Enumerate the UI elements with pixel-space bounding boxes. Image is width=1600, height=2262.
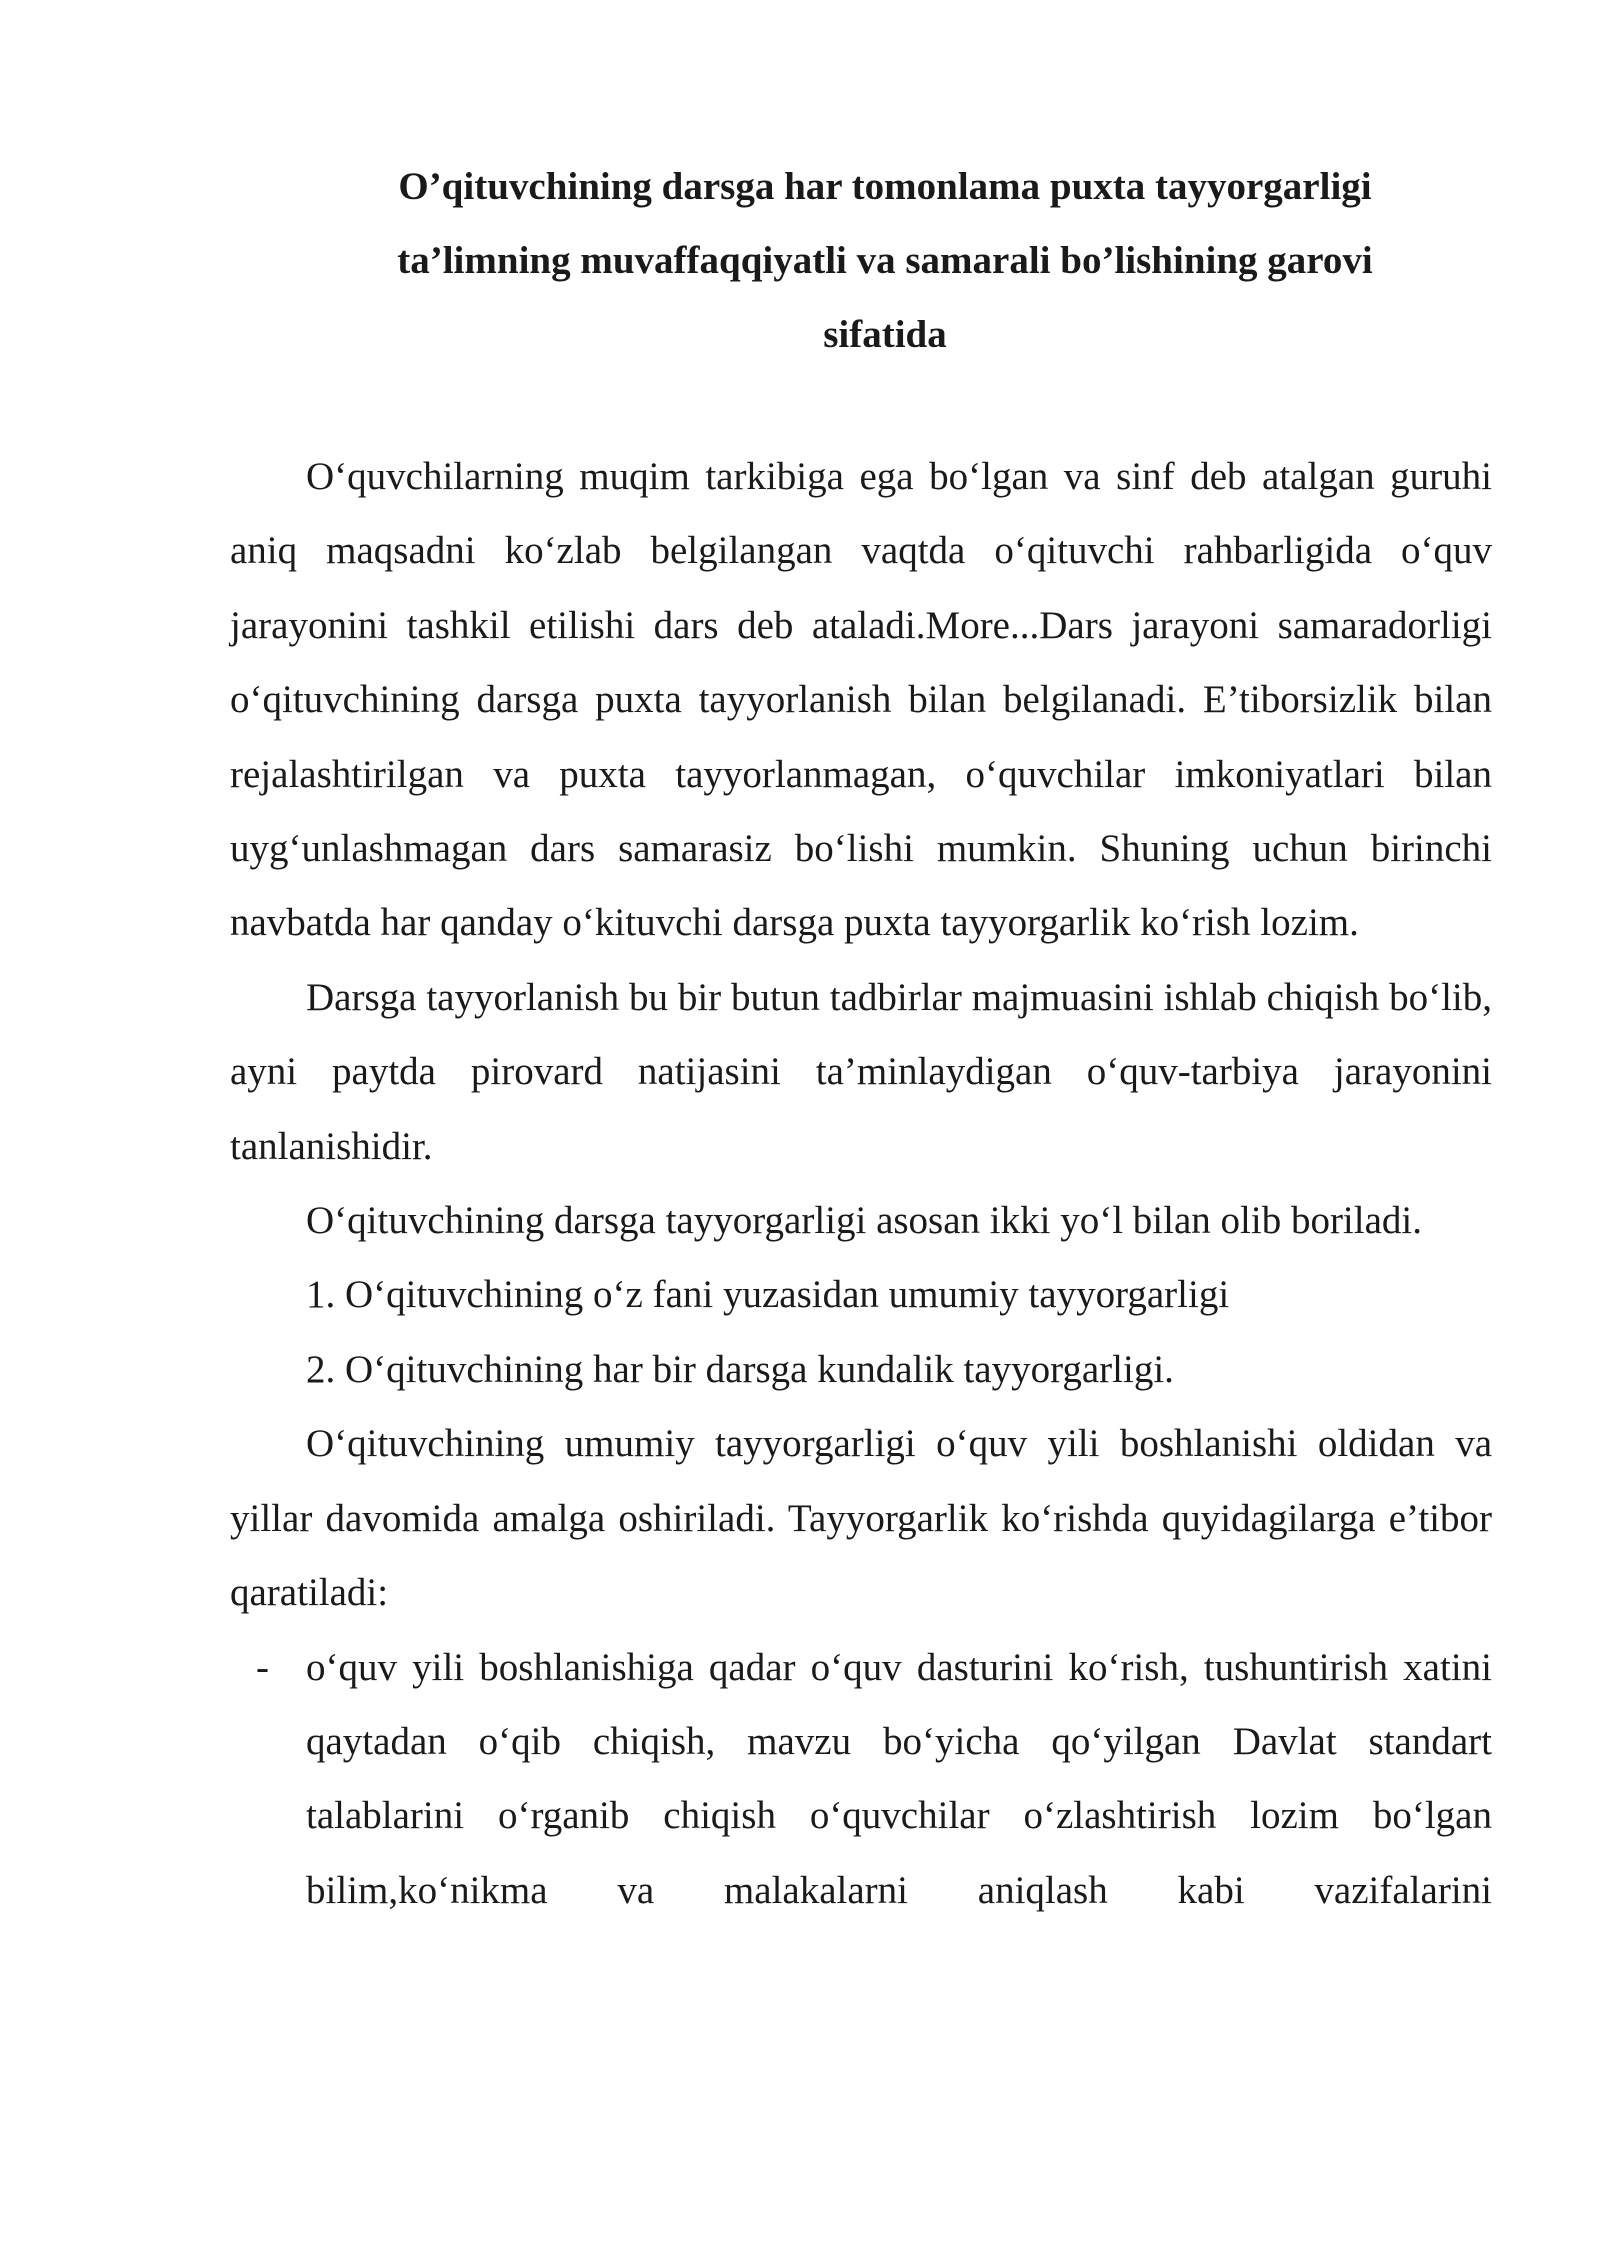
dash-marker: - (256, 1645, 269, 1689)
paragraph-4: O‘qituvchining umumiy tayyorgarligi o‘quv yili boshlanishi oldidan va yillar davomida amalga oshiriladi. Tayyorgarlik ko‘rishda quyidagilarga e’tibor qaratiladi: (230, 1422, 1492, 1615)
dash-list-item-1 (230, 1631, 1492, 1929)
paragraph-2: Darsga tayyorlanish bu bir butun tadbirlar majmuasini ishlab chiqish bo‘lib, ayni paytda pirovard natijasini ta’minlaydigan o‘quv-tarbiya jarayonini tanlanishidir. (230, 975, 1492, 1168)
numbered-item-2: 2. O‘qituvchining har bir darsga kundalik tayyorgarligi. (306, 1347, 1174, 1391)
dash-list-item-text: o‘quv yili boshlanishiga qadar o‘quv dasturini ko‘rish, tushuntirish xatini qaytadan o‘qib chiqish, mavzu bo‘yicha qo‘yilgan Davlat standart talablarini o‘rganib chiqish o‘quvchilar o‘zlashtirish lozim bo‘lgan bilim,ko‘nikma va malakalarni aniqlash kabi vazifalarini (306, 1645, 1492, 1912)
document-body (230, 440, 1492, 1928)
document-title (300, 150, 1470, 372)
paragraph-3: O‘qituvchining darsga tayyorgarligi asosan ikki yo‘l bilan olib boriladi. (306, 1199, 1422, 1243)
title-line-2: ta’limning muvaffaqqiyatli va samarali bo’lishining garovi (397, 239, 1373, 282)
title-line-1: O’qituvchining darsga har tomonlama puxta tayyorgarligi (398, 165, 1372, 208)
numbered-item-1: 1. O‘qituvchining o‘z fani yuzasidan umumiy tayyorgarligi (306, 1273, 1230, 1317)
paragraph-1: O‘quvchilarning muqim tarkibiga ega bo‘lgan va sinf deb atalgan guruhi aniq maqsadni ko‘zlab belgilangan vaqtda o‘qituvchi rahbarligida o‘quv jarayonini tashkil etilishi dars deb ataladi.More...Dars jarayoni samaradorligi o‘qituvchining darsga puxta tayyorlanish bilan belgilanadi. E’tiborsizlik bilan rejalashtirilgan va puxta tayyorlanmagan, o‘quvchilar imkoniyatlari bilan uyg‘unlashmagan dars samarasiz bo‘lishi mumkin. Shuning uchun birinchi navbatda har qanday o‘kituvchi darsga puxta tayyorgarlik ko‘rish lozim. (230, 455, 1492, 945)
title-line-3: sifatida (823, 313, 947, 356)
